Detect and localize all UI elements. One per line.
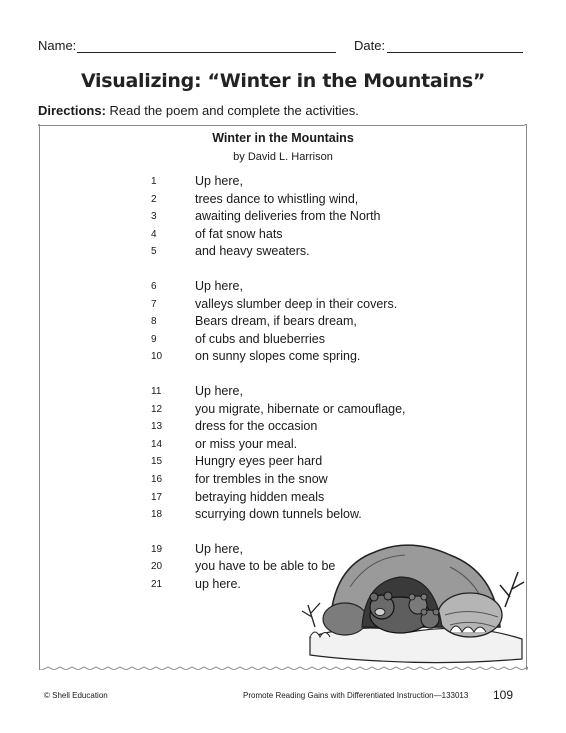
line-number: 9 — [151, 333, 157, 345]
poem-author: by David L. Harrison — [233, 151, 333, 163]
date-label: Date: — [354, 38, 386, 53]
line-text: Up here, — [195, 279, 243, 293]
line-text: betraying hidden meals — [195, 489, 325, 504]
footer-copyright: © Shell Education — [44, 691, 108, 700]
bears-in-den-illustration — [300, 527, 525, 667]
line-text: up here. — [195, 577, 241, 591]
line-number: 1 — [151, 176, 157, 187]
line-text: Bears dream, if bears dream, — [195, 314, 357, 329]
footer-book-title: Promote Reading Gains with Differentiated Instruction—133013 — [243, 691, 469, 700]
page-number: 109 — [493, 688, 514, 702]
line-number: 16 — [151, 474, 163, 485]
line-number: 2 — [151, 193, 157, 205]
line-text: Up here, — [195, 384, 243, 398]
line-text: for trembles in the snow — [195, 472, 328, 486]
line-number: 3 — [151, 211, 157, 223]
line-text: and heavy sweaters. — [195, 244, 310, 259]
line-number: 7 — [151, 298, 157, 310]
line-text: trees dance to whistling wind, — [195, 191, 359, 206]
line-number: 17 — [151, 491, 163, 503]
line-number: 6 — [151, 281, 157, 292]
line-text: Up here, — [195, 174, 243, 188]
line-text: you migrate, hibernate or camouflage, — [195, 401, 406, 416]
line-number: 11 — [151, 386, 162, 397]
line-number: 20 — [151, 561, 163, 573]
line-number: 5 — [151, 246, 157, 258]
line-number: 15 — [151, 456, 163, 468]
line-number: 21 — [151, 579, 163, 590]
name-label: Name: — [38, 38, 77, 53]
directions — [38, 103, 359, 118]
line-text: scurrying down tunnels below. — [195, 507, 362, 522]
line-text: valleys slumber deep in their covers. — [195, 296, 398, 311]
line-text: you have to be able to be — [195, 559, 336, 574]
directions-label: Directions: — [38, 103, 106, 118]
line-text: Hungry eyes peer hard — [195, 454, 323, 469]
line-text: of fat snow hats — [195, 226, 283, 241]
line-text: awaiting deliveries from the North — [195, 209, 381, 224]
line-text: of cubs and blueberries — [195, 331, 325, 346]
line-text: or miss your meal. — [195, 436, 298, 451]
line-text: dress for the occasion — [195, 419, 318, 434]
line-number: 19 — [151, 543, 163, 555]
line-number: 13 — [151, 421, 163, 433]
line-text: on sunny slopes come spring. — [195, 349, 361, 364]
line-text: Up here, — [195, 541, 243, 556]
poem-title: Winter in the Mountains — [212, 131, 354, 145]
name-blank-line[interactable] — [77, 52, 336, 53]
line-number: 4 — [151, 228, 157, 240]
name-date-header — [38, 38, 528, 58]
page-title: Visualizing: “Winter in the Mountains” — [80, 70, 486, 92]
date-blank-line[interactable] — [387, 52, 523, 53]
line-number: 18 — [151, 509, 163, 521]
line-number: 14 — [151, 438, 163, 450]
line-number: 10 — [151, 351, 163, 363]
line-number: 8 — [151, 316, 157, 328]
line-number: 12 — [151, 403, 163, 415]
directions-text: Read the poem and complete the activities. — [105, 103, 359, 118]
